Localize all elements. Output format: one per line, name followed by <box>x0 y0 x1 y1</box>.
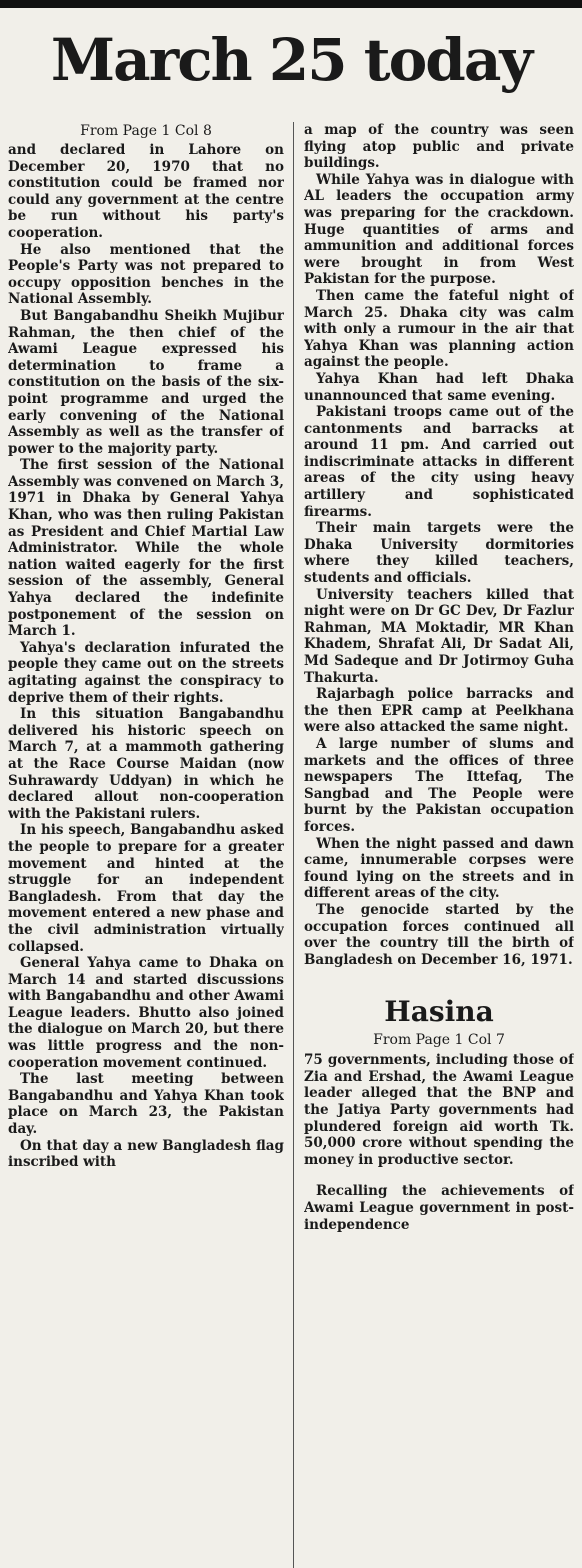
second-story-continuation-note: From Page 1 Col 7 <box>373 1032 505 1049</box>
continuation-note: From Page 1 Col 8 <box>80 123 212 139</box>
article-paragraph: The genocide started by the occupation forces continued all over the country till the birth of Bangladesh on December 16, 1971. <box>304 901 574 968</box>
article-paragraph: and declared in Lahore on December 20, 1970 that no constitution could be framed nor could any government at the centre be run without his party's cooperation. <box>8 142 284 241</box>
article-paragraph: When the night passed and dawn came, innumerable corpses were found lying on the streets and in different areas of the city. <box>304 835 574 902</box>
article-paragraph: While Yahya was in dialogue with AL leaders the occupation army was preparing for the crackdown. Huge quantities of arms and ammunition and additional forces were brought in from West Pakistan for the purpose. <box>304 171 574 288</box>
article-paragraph: Rajarbagh police barracks and the then EPR camp at Peelkhana were also attacked the same night. <box>304 686 574 736</box>
page-headline: March 25 today <box>50 26 532 94</box>
article-paragraph: In his speech, Bangabandhu asked the people to prepare for a greater movement and hinted at the struggle for an independent Bangladesh. From that day the movement entered a new phase and the civil administration virtually collapsed. <box>8 822 284 955</box>
column-divider <box>293 122 294 1568</box>
second-story-paragraph: 75 governments, including those of Zia and Ershad, the Awami League leader alleged that the BNP and the Jatiya Party governments had plundered foreign aid worth Tk. 50,000 crore without spending the money in productive sector. <box>304 1052 574 1168</box>
article-paragraph: Pakistani troops came out of the cantonments and barracks at around 11 pm. And carried out indiscriminate attacks in different areas of the city using heavy artillery and sophisticated firearms. <box>304 404 574 520</box>
article-paragraph: But Bangabandhu Sheikh Mujibur Rahman, the then chief of the Awami League expressed his determination to frame a constitution on the basis of the six-point programme and urged the early convening of the National Assembly as well as the transfer of power to the majority party. <box>8 307 284 457</box>
article-paragraph: A large number of slums and markets and the offices of three newspapers The Ittefaq, The Sangbad and The People were burnt by the Pakistan occupation forces. <box>304 735 574 835</box>
article-paragraph: General Yahya came to Dhaka on March 14 and started discussions with Bangabandhu and other Awami League leaders. Bhutto also joined the dialogue on March 20, but there was little progress and the non-cooperation movement continued. <box>8 955 284 1071</box>
article-paragraph: In this situation Bangabandhu delivered his historic speech on March 7, at a mammoth gathering at the Race Course Maidan (now Suhrawardy Uddyan) in which he declared allout non-cooperation with the Pakistani rulers. <box>8 706 284 822</box>
article-paragraph: He also mentioned that the People's Party was not prepared to occupy opposition benches in the National Assembly. <box>8 241 284 308</box>
second-story-headline: Hasina <box>384 995 494 1029</box>
left-column <box>8 122 284 1568</box>
article-paragraph: On that day a new Bangladesh flag inscribed with <box>8 1137 284 1171</box>
article-paragraph: The last meeting between Bangabandhu and Yahya Khan took place on March 23, the Pakistan day. <box>8 1071 284 1138</box>
article-paragraph: Then came the fateful night of March 25. Dhaka city was calm with only a rumour in the air that Yahya Khan was planning action against the people. <box>304 287 574 371</box>
article-paragraph: The first session of the National Assembly was convened on March 3, 1971 in Dhaka by General Yahya Khan, who was then ruling Pakistan as President and Chief Martial Law Administrator. While the whole nation waited eagerly for the first session of the assembly, General Yahya declared the indefinite postponement of the session on March 1. <box>8 457 284 640</box>
right-column <box>304 122 574 1568</box>
article-paragraph: University teachers killed that night were on Dr GC Dev, Dr Fazlur Rahman, MA Moktadir, MR Khan Khadem, Shrafat Ali, Dr Sadat Ali, Md Sadeque and Dr Jotirmoy Guha Thakurta. <box>304 586 574 686</box>
article-paragraph: Yahya's declaration infurated the people they came out on the streets agitating against the conspiracy to deprive them of their rights. <box>8 639 284 706</box>
article-paragraph: a map of the country was seen flying atop public and private buildings. <box>304 122 574 172</box>
second-story-paragraph: Recalling the achievements of Awami League government in post-independence <box>304 1183 574 1233</box>
top-rule <box>0 0 582 8</box>
article-paragraph: Yahya Khan had left Dhaka unannounced that same evening. <box>304 370 574 404</box>
article-paragraph: Their main targets were the Dhaka University dormitories where they killed teachers, students and officials. <box>304 520 574 587</box>
